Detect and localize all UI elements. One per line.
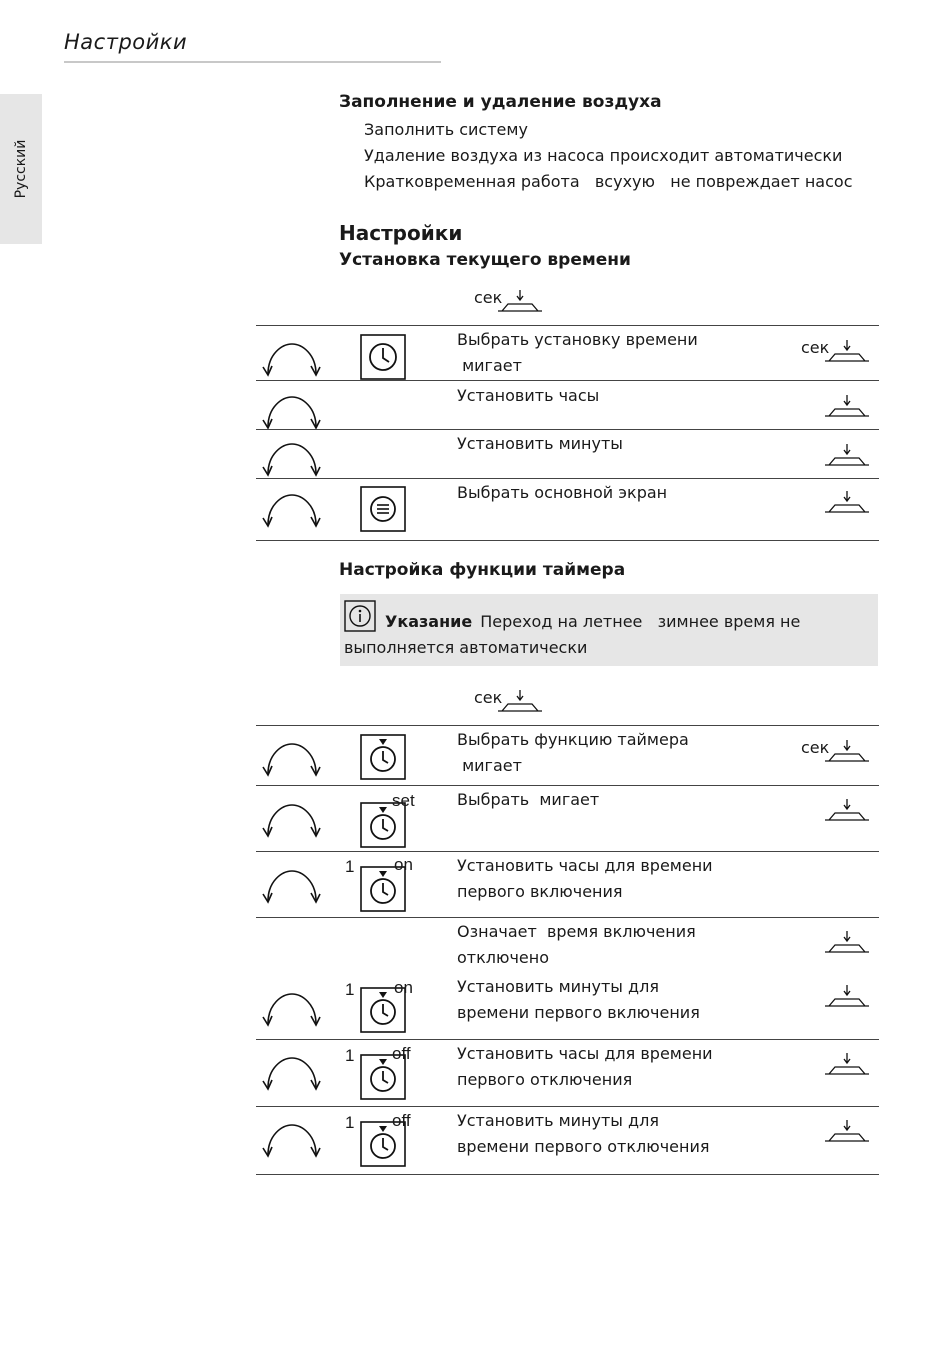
press-button-icon: [496, 688, 544, 714]
info-icon: [344, 600, 376, 632]
timer-tag: on: [394, 978, 413, 997]
row-text: первого включения: [457, 882, 623, 901]
time-subheading: Установка текущего времени: [339, 250, 631, 270]
table-row: [256, 917, 879, 1040]
timer-heading: Настройка функции таймера: [339, 560, 626, 580]
timer-number: 1: [345, 1046, 355, 1065]
press-button-icon: [823, 443, 871, 467]
rotate-knob-icon: [260, 1121, 324, 1159]
row-text: первого отключения: [457, 1070, 633, 1089]
clock-icon: [360, 334, 406, 380]
sec-label: сек: [801, 738, 830, 757]
press-button-icon: [823, 930, 871, 954]
press-button-icon: [823, 338, 871, 364]
table-row: [256, 478, 879, 541]
note-text: выполняется автоматически: [344, 638, 588, 657]
press-button-icon: [823, 798, 871, 822]
press-button-icon: [496, 288, 544, 314]
rotate-knob-icon: [260, 740, 324, 778]
row-text: Выбрать мигает: [457, 790, 600, 809]
press-button-icon: [823, 394, 871, 418]
rotate-knob-icon: [260, 867, 324, 905]
row-text: Выбрать установку времени: [457, 330, 698, 349]
row-text: мигает: [457, 756, 522, 775]
row-text: времени первого отключения: [457, 1137, 710, 1156]
timer-icon: [360, 734, 406, 780]
hold-seconds-hint: [474, 288, 544, 320]
menu-screen-icon: [360, 486, 406, 532]
table-row: [256, 725, 879, 786]
rotate-knob-icon: [260, 440, 324, 478]
row-text: Установить минуты для: [457, 1111, 659, 1130]
row-text: Установить часы для времени: [457, 1044, 713, 1063]
sec-label: сек: [474, 688, 503, 707]
note-label: Указание: [385, 612, 473, 631]
row-text: Установить минуты: [457, 434, 623, 453]
row-text: времени первого включения: [457, 1003, 700, 1022]
rotate-knob-icon: [260, 340, 324, 378]
row-text: Означает время включения: [457, 922, 696, 941]
timer-tag: set: [392, 791, 415, 810]
hold-seconds-hint: [474, 688, 544, 720]
timer-tag: off: [392, 1044, 411, 1063]
table-row: [256, 380, 879, 429]
press-button-icon: [823, 984, 871, 1008]
page-title: Настройки: [64, 30, 188, 54]
rotate-knob-icon: [260, 801, 324, 839]
table-row: [256, 785, 879, 852]
rotate-knob-icon: [260, 491, 324, 529]
press-button-icon: [823, 1119, 871, 1143]
note-box: [340, 594, 878, 666]
table-row: [256, 851, 879, 918]
timer-number: 1: [345, 980, 355, 999]
table-row: [256, 1106, 879, 1175]
fill-line: Заполнить систему: [364, 120, 528, 139]
timer-number: 1: [345, 1113, 355, 1132]
rotate-knob-icon: [260, 1054, 324, 1092]
timer-number: 1: [345, 857, 355, 876]
language-label: Русский: [13, 139, 29, 199]
table-row: [256, 325, 879, 381]
timer-tag: on: [394, 855, 413, 874]
press-button-icon: [823, 1052, 871, 1076]
table-row: [256, 1039, 879, 1107]
language-tab: [0, 94, 42, 244]
row-text: Выбрать функцию таймера: [457, 730, 689, 749]
header-divider: [64, 61, 441, 63]
rotate-knob-icon: [260, 393, 324, 431]
settings-heading: Настройки: [339, 221, 463, 245]
fill-line: Удаление воздуха из насоса происходит автоматически: [364, 146, 843, 165]
row-text: Установить минуты для: [457, 977, 659, 996]
sec-label: сек: [801, 338, 830, 357]
row-text: Выбрать основной экран: [457, 483, 668, 502]
press-button-icon: [823, 490, 871, 514]
fill-line: Кратковременная работа всухую не повреждает насос: [364, 172, 853, 191]
hold-seconds-button: [801, 738, 871, 766]
row-text: отключено: [457, 948, 550, 967]
timer-tag: off: [392, 1111, 411, 1130]
note-text: Переход на летнее зимнее время не: [480, 612, 801, 631]
table-row: [256, 429, 879, 478]
row-text: Установить часы для времени: [457, 856, 713, 875]
row-text: Установить часы: [457, 386, 600, 405]
fill-heading: Заполнение и удаление воздуха: [339, 92, 662, 112]
hold-seconds-button: [801, 338, 871, 366]
press-button-icon: [823, 738, 871, 764]
row-text: мигает: [457, 356, 522, 375]
sec-label: сек: [474, 288, 503, 307]
rotate-knob-icon: [260, 990, 324, 1028]
